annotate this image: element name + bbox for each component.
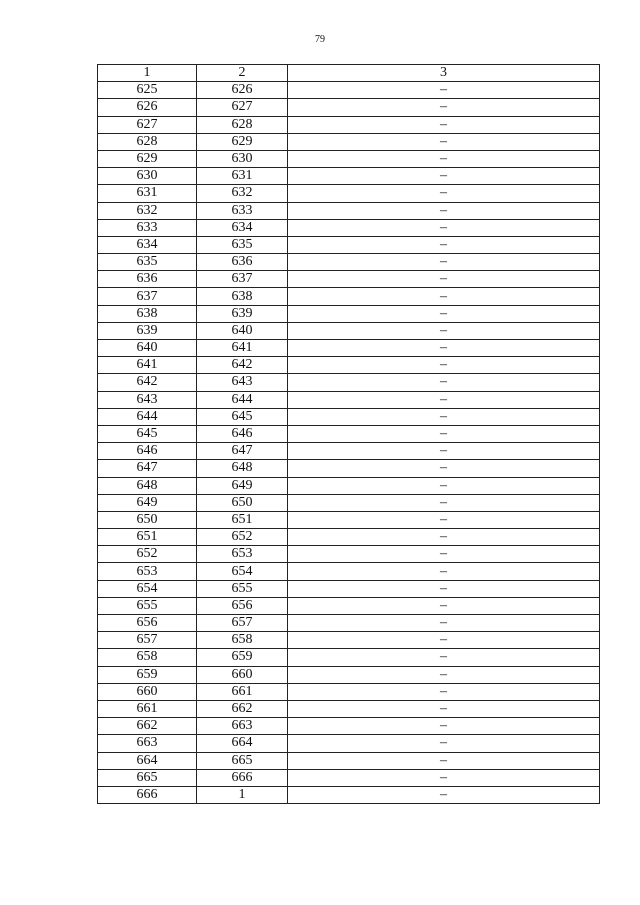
table-cell-col3: – (288, 718, 600, 735)
table-cell-col3: – (288, 116, 600, 133)
table-cell-col2: 1 (197, 786, 288, 803)
table-row (98, 185, 600, 202)
table-cell-col1: 640 (98, 340, 197, 357)
table-cell-col1: 638 (98, 305, 197, 322)
table-cell-col1: 660 (98, 683, 197, 700)
table-cell-col3: – (288, 357, 600, 374)
table-body (98, 82, 600, 804)
column-header-1: 1 (98, 65, 197, 82)
table-cell-col2: 636 (197, 254, 288, 271)
table-cell-col1: 659 (98, 666, 197, 683)
table-cell-col3: – (288, 460, 600, 477)
table-cell-col3: – (288, 700, 600, 717)
table-cell-col1: 645 (98, 425, 197, 442)
table-cell-col2: 649 (197, 477, 288, 494)
table-cell-col2: 665 (197, 752, 288, 769)
table-row (98, 735, 600, 752)
table-cell-col1: 646 (98, 443, 197, 460)
table-cell-col3: – (288, 735, 600, 752)
table-cell-col3: – (288, 99, 600, 116)
table-cell-col3: – (288, 254, 600, 271)
table-cell-col3: – (288, 305, 600, 322)
table-row (98, 615, 600, 632)
table-cell-col1: 636 (98, 271, 197, 288)
table-cell-col1: 655 (98, 597, 197, 614)
table-cell-col2: 645 (197, 408, 288, 425)
table-cell-col2: 652 (197, 529, 288, 546)
table-cell-col1: 634 (98, 236, 197, 253)
table-row (98, 168, 600, 185)
table-row (98, 133, 600, 150)
table-cell-col3: – (288, 683, 600, 700)
table-cell-col3: – (288, 563, 600, 580)
table-cell-col1: 626 (98, 99, 197, 116)
table-cell-col3: – (288, 202, 600, 219)
table-cell-col3: – (288, 752, 600, 769)
table-cell-col3: – (288, 477, 600, 494)
table-cell-col1: 643 (98, 391, 197, 408)
table-cell-col1: 651 (98, 529, 197, 546)
table-row (98, 494, 600, 511)
table-cell-col1: 642 (98, 374, 197, 391)
table-cell-col3: – (288, 649, 600, 666)
table-cell-col3: – (288, 185, 600, 202)
table-cell-col3: – (288, 374, 600, 391)
table-cell-col2: 659 (197, 649, 288, 666)
table-cell-col2: 650 (197, 494, 288, 511)
table-row (98, 425, 600, 442)
table-cell-col3: – (288, 168, 600, 185)
table-cell-col2: 657 (197, 615, 288, 632)
table-row (98, 563, 600, 580)
table-cell-col1: 637 (98, 288, 197, 305)
table-row (98, 288, 600, 305)
table-row (98, 391, 600, 408)
table-cell-col1: 663 (98, 735, 197, 752)
table-row (98, 666, 600, 683)
table-cell-col2: 662 (197, 700, 288, 717)
table-cell-col3: – (288, 133, 600, 150)
table-cell-col1: 657 (98, 632, 197, 649)
table-cell-col2: 628 (197, 116, 288, 133)
table-cell-col1: 666 (98, 786, 197, 803)
table-row (98, 408, 600, 425)
table-row (98, 150, 600, 167)
table-cell-col2: 656 (197, 597, 288, 614)
table-cell-col2: 663 (197, 718, 288, 735)
table-row (98, 649, 600, 666)
table-cell-col3: – (288, 271, 600, 288)
table-row (98, 236, 600, 253)
table-cell-col3: – (288, 632, 600, 649)
table-row (98, 99, 600, 116)
table-cell-col2: 642 (197, 357, 288, 374)
table-cell-col1: 654 (98, 580, 197, 597)
table-row (98, 116, 600, 133)
table-cell-col1: 644 (98, 408, 197, 425)
table-cell-col3: – (288, 288, 600, 305)
table-cell-col2: 653 (197, 546, 288, 563)
table-cell-col2: 627 (197, 99, 288, 116)
table-cell-col2: 635 (197, 236, 288, 253)
table-cell-col3: – (288, 615, 600, 632)
table-cell-col3: – (288, 769, 600, 786)
table-cell-col2: 654 (197, 563, 288, 580)
table-row (98, 786, 600, 803)
table-cell-col2: 634 (197, 219, 288, 236)
table-cell-col1: 625 (98, 82, 197, 99)
table-cell-col1: 664 (98, 752, 197, 769)
table-cell-col2: 631 (197, 168, 288, 185)
table-cell-col3: – (288, 443, 600, 460)
table-cell-col2: 641 (197, 340, 288, 357)
table-cell-col3: – (288, 597, 600, 614)
table-cell-col2: 638 (197, 288, 288, 305)
table-cell-col1: 661 (98, 700, 197, 717)
table-cell-col1: 639 (98, 322, 197, 339)
table-cell-col2: 655 (197, 580, 288, 597)
table-cell-col3: – (288, 425, 600, 442)
table-cell-col2: 651 (197, 511, 288, 528)
table-cell-col2: 664 (197, 735, 288, 752)
table-row (98, 683, 600, 700)
table-row (98, 477, 600, 494)
table-cell-col3: – (288, 786, 600, 803)
table-cell-col2: 640 (197, 322, 288, 339)
table-cell-col2: 629 (197, 133, 288, 150)
table-cell-col3: – (288, 546, 600, 563)
table-row (98, 340, 600, 357)
data-table (97, 64, 600, 804)
table-row (98, 529, 600, 546)
table-row (98, 219, 600, 236)
table-cell-col2: 633 (197, 202, 288, 219)
table-cell-col2: 648 (197, 460, 288, 477)
table-cell-col3: – (288, 580, 600, 597)
table-row (98, 305, 600, 322)
table-header (98, 65, 600, 82)
table-cell-col1: 656 (98, 615, 197, 632)
header-row (98, 65, 600, 82)
table-row (98, 597, 600, 614)
table-cell-col1: 662 (98, 718, 197, 735)
table-cell-col3: – (288, 408, 600, 425)
table-cell-col2: 643 (197, 374, 288, 391)
table-row (98, 202, 600, 219)
table-cell-col2: 666 (197, 769, 288, 786)
table-cell-col1: 641 (98, 357, 197, 374)
table-cell-col3: – (288, 529, 600, 546)
table-cell-col1: 631 (98, 185, 197, 202)
table-cell-col2: 632 (197, 185, 288, 202)
table-cell-col1: 627 (98, 116, 197, 133)
table-row (98, 511, 600, 528)
table-cell-col3: – (288, 236, 600, 253)
table-cell-col2: 637 (197, 271, 288, 288)
table-cell-col1: 633 (98, 219, 197, 236)
table-row (98, 271, 600, 288)
table-row (98, 580, 600, 597)
table-cell-col3: – (288, 150, 600, 167)
table-cell-col3: – (288, 511, 600, 528)
table-cell-col1: 628 (98, 133, 197, 150)
table-row (98, 769, 600, 786)
table-row (98, 718, 600, 735)
table-row (98, 460, 600, 477)
page-number: 79 (315, 34, 325, 45)
table-cell-col3: – (288, 340, 600, 357)
table-cell-col3: – (288, 666, 600, 683)
table-cell-col1: 652 (98, 546, 197, 563)
column-header-3: 3 (288, 65, 600, 82)
table-cell-col2: 647 (197, 443, 288, 460)
table-row (98, 752, 600, 769)
table-row (98, 700, 600, 717)
table-cell-col2: 630 (197, 150, 288, 167)
table-cell-col1: 653 (98, 563, 197, 580)
table-row (98, 443, 600, 460)
table-row (98, 357, 600, 374)
table-cell-col3: – (288, 494, 600, 511)
table-row (98, 82, 600, 99)
table-row (98, 254, 600, 271)
table-cell-col2: 661 (197, 683, 288, 700)
table-cell-col3: – (288, 219, 600, 236)
table-cell-col2: 646 (197, 425, 288, 442)
table-cell-col1: 658 (98, 649, 197, 666)
table-row (98, 546, 600, 563)
table-cell-col1: 649 (98, 494, 197, 511)
table-cell-col1: 635 (98, 254, 197, 271)
table-row (98, 322, 600, 339)
table-cell-col3: – (288, 322, 600, 339)
table-cell-col3: – (288, 391, 600, 408)
column-header-2: 2 (197, 65, 288, 82)
table-cell-col2: 658 (197, 632, 288, 649)
table-cell-col1: 648 (98, 477, 197, 494)
table-cell-col1: 629 (98, 150, 197, 167)
table-row (98, 632, 600, 649)
table-cell-col2: 626 (197, 82, 288, 99)
table-cell-col1: 630 (98, 168, 197, 185)
table-cell-col2: 644 (197, 391, 288, 408)
table-cell-col1: 650 (98, 511, 197, 528)
table-cell-col1: 647 (98, 460, 197, 477)
table-cell-col2: 639 (197, 305, 288, 322)
table-cell-col1: 632 (98, 202, 197, 219)
table-row (98, 374, 600, 391)
table-cell-col1: 665 (98, 769, 197, 786)
table-cell-col2: 660 (197, 666, 288, 683)
table-cell-col3: – (288, 82, 600, 99)
